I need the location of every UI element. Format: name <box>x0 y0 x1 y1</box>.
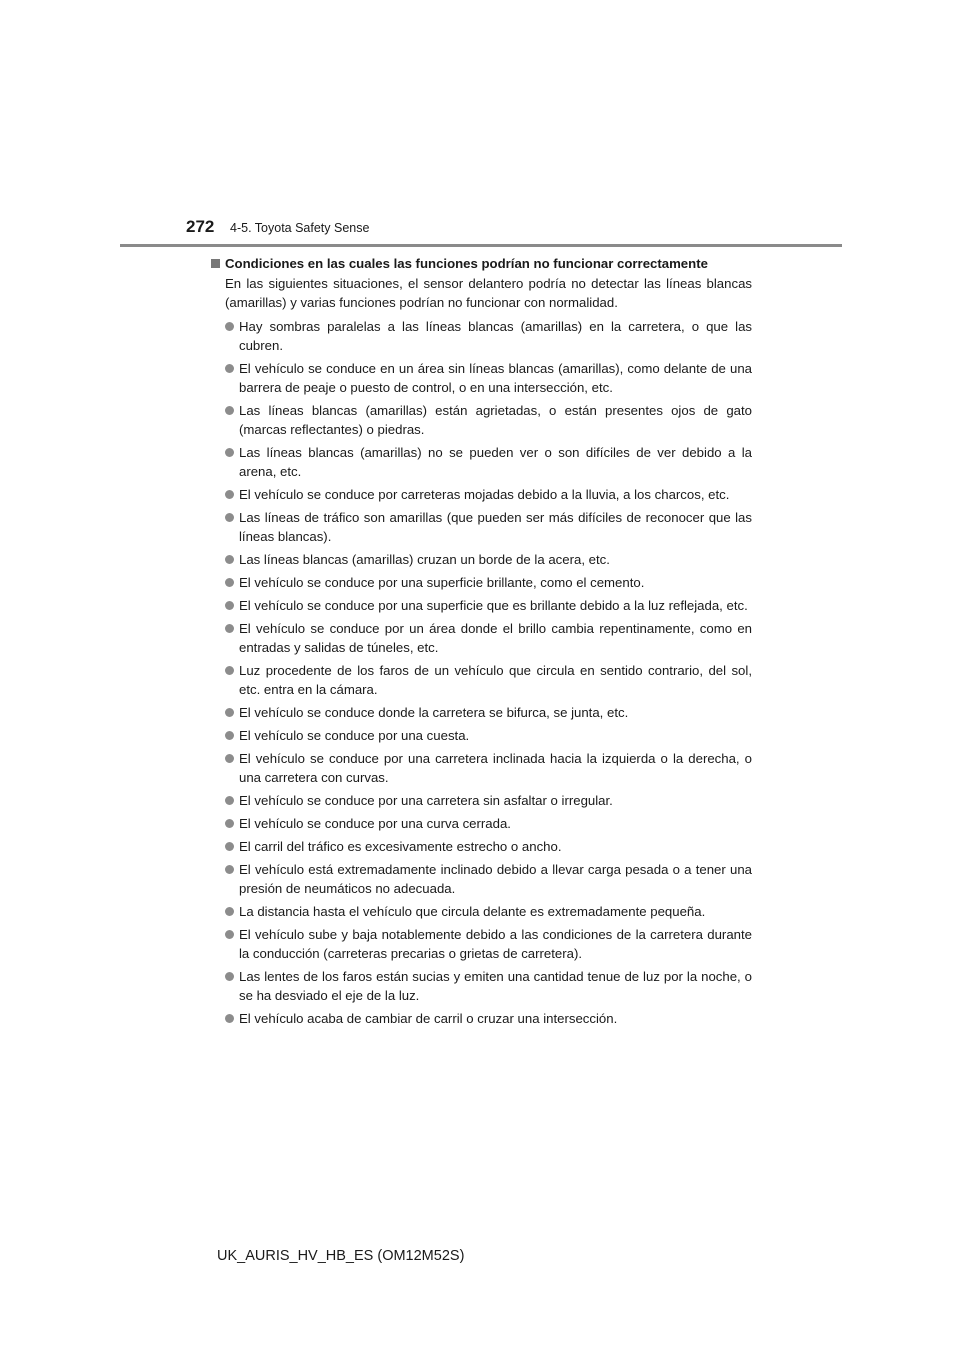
list-item <box>225 1009 752 1028</box>
circle-bullet-icon <box>225 731 234 740</box>
circle-bullet-icon <box>225 930 234 939</box>
circle-bullet-icon <box>225 819 234 828</box>
list-item-text: Las líneas blancas (amarillas) no se pueden ver o son difíciles de ver debido a la arena, etc. <box>239 445 752 479</box>
list-item-text: El vehículo acaba de cambiar de carril o cruzar una intersección. <box>239 1011 618 1026</box>
list-item-text: El vehículo se conduce por una carretera sin asfaltar o irregular. <box>239 793 613 808</box>
list-item <box>225 837 752 856</box>
list-item <box>225 485 752 504</box>
document-code: UK_AURIS_HV_HB_ES (OM12M52S) <box>217 1248 465 1264</box>
list-item <box>225 317 752 355</box>
circle-bullet-icon <box>225 578 234 587</box>
circle-bullet-icon <box>225 666 234 675</box>
list-item <box>225 619 752 657</box>
list-item-text: Luz procedente de los faros de un vehículo que circula en sentido contrario, del sol, etc. entra en la cámara. <box>239 663 752 697</box>
list-item <box>225 596 752 615</box>
list-item-text: Las líneas blancas (amarillas) están agrietadas, o están presentes ojos de gato (marcas reflectantes) o piedras. <box>239 403 752 437</box>
list-item <box>225 443 752 481</box>
list-item <box>225 749 752 787</box>
list-item <box>225 860 752 898</box>
list-item-text: Hay sombras paralelas a las líneas blancas (amarillas) en la carretera, o que las cubren. <box>239 319 752 353</box>
circle-bullet-icon <box>225 322 234 331</box>
circle-bullet-icon <box>225 907 234 916</box>
circle-bullet-icon <box>225 601 234 610</box>
list-item <box>225 550 752 569</box>
subsection-heading <box>211 254 752 273</box>
circle-bullet-icon <box>225 555 234 564</box>
main-content <box>211 254 752 1032</box>
circle-bullet-icon <box>225 1014 234 1023</box>
list-item-text: El vehículo se conduce donde la carretera se bifurca, se junta, etc. <box>239 705 629 720</box>
list-item <box>225 661 752 699</box>
circle-bullet-icon <box>225 972 234 981</box>
circle-bullet-icon <box>225 865 234 874</box>
list-item <box>225 814 752 833</box>
circle-bullet-icon <box>225 448 234 457</box>
list-item <box>225 573 752 592</box>
square-bullet-icon <box>211 259 220 268</box>
subsection-heading-text: Condiciones en las cuales las funciones podrían no funcionar correctamente <box>225 256 708 271</box>
list-item-text: El vehículo está extremadamente inclinado debido a llevar carga pesada o a tener una presión de neumáticos no adecuada. <box>239 862 752 896</box>
list-item <box>225 902 752 921</box>
intro-paragraph: En las siguientes situaciones, el sensor delantero podría no detectar las líneas blancas (amarillas) y varias funciones podrían no funcionar con normalidad. <box>225 276 752 310</box>
circle-bullet-icon <box>225 842 234 851</box>
list-item-text: El vehículo se conduce por una cuesta. <box>239 728 470 743</box>
list-item <box>225 401 752 439</box>
list-item-text: El vehículo se conduce por una curva cerrada. <box>239 816 511 831</box>
circle-bullet-icon <box>225 364 234 373</box>
circle-bullet-icon <box>225 708 234 717</box>
list-item-text: El vehículo se conduce por carreteras mojadas debido a la lluvia, a los charcos, etc. <box>239 487 730 502</box>
list-item <box>225 508 752 546</box>
list-item-text: Las líneas blancas (amarillas) cruzan un borde de la acera, etc. <box>239 552 610 567</box>
circle-bullet-icon <box>225 490 234 499</box>
list-item <box>225 925 752 963</box>
circle-bullet-icon <box>225 754 234 763</box>
list-item-text: El vehículo se conduce por una superficie que es brillante debido a la luz reflejada, etc. <box>239 598 748 613</box>
header-divider <box>120 244 842 247</box>
list-item-text: El carril del tráfico es excesivamente estrecho o ancho. <box>239 839 562 854</box>
list-item <box>225 703 752 722</box>
list-item <box>225 967 752 1005</box>
list-item-text: Las líneas de tráfico son amarillas (que pueden ser más difíciles de reconocer que las líneas blancas). <box>239 510 752 544</box>
section-title: 4-5. Toyota Safety Sense <box>230 221 370 235</box>
list-item-text: El vehículo se conduce en un área sin líneas blancas (amarillas), como delante de una barrera de peaje o puesto de control, o en una intersección, etc. <box>239 361 752 395</box>
list-item <box>225 359 752 397</box>
list-item-text: El vehículo sube y baja notablemente debido a las condiciones de la carretera durante la conducción (carreteras precarias o grietas de carretera). <box>239 927 752 961</box>
list-item-text: El vehículo se conduce por una carretera inclinada hacia la izquierda o la derecha, o una carretera con curvas. <box>239 751 752 785</box>
circle-bullet-icon <box>225 513 234 522</box>
list-item-text: El vehículo se conduce por un área donde el brillo cambia repentinamente, como en entradas y salidas de túneles, etc. <box>239 621 752 655</box>
list-item-text: Las lentes de los faros están sucias y emiten una cantidad tenue de luz por la noche, o se ha desviado el eje de la luz. <box>239 969 752 1003</box>
circle-bullet-icon <box>225 624 234 633</box>
circle-bullet-icon <box>225 406 234 415</box>
condition-list <box>225 317 752 1028</box>
list-item <box>225 726 752 745</box>
circle-bullet-icon <box>225 796 234 805</box>
page-number: 272 <box>186 217 215 236</box>
list-item-text: La distancia hasta el vehículo que circula delante es extremadamente pequeña. <box>239 904 706 919</box>
list-item <box>225 791 752 810</box>
list-item-text: El vehículo se conduce por una superficie brillante, como el cemento. <box>239 575 645 590</box>
